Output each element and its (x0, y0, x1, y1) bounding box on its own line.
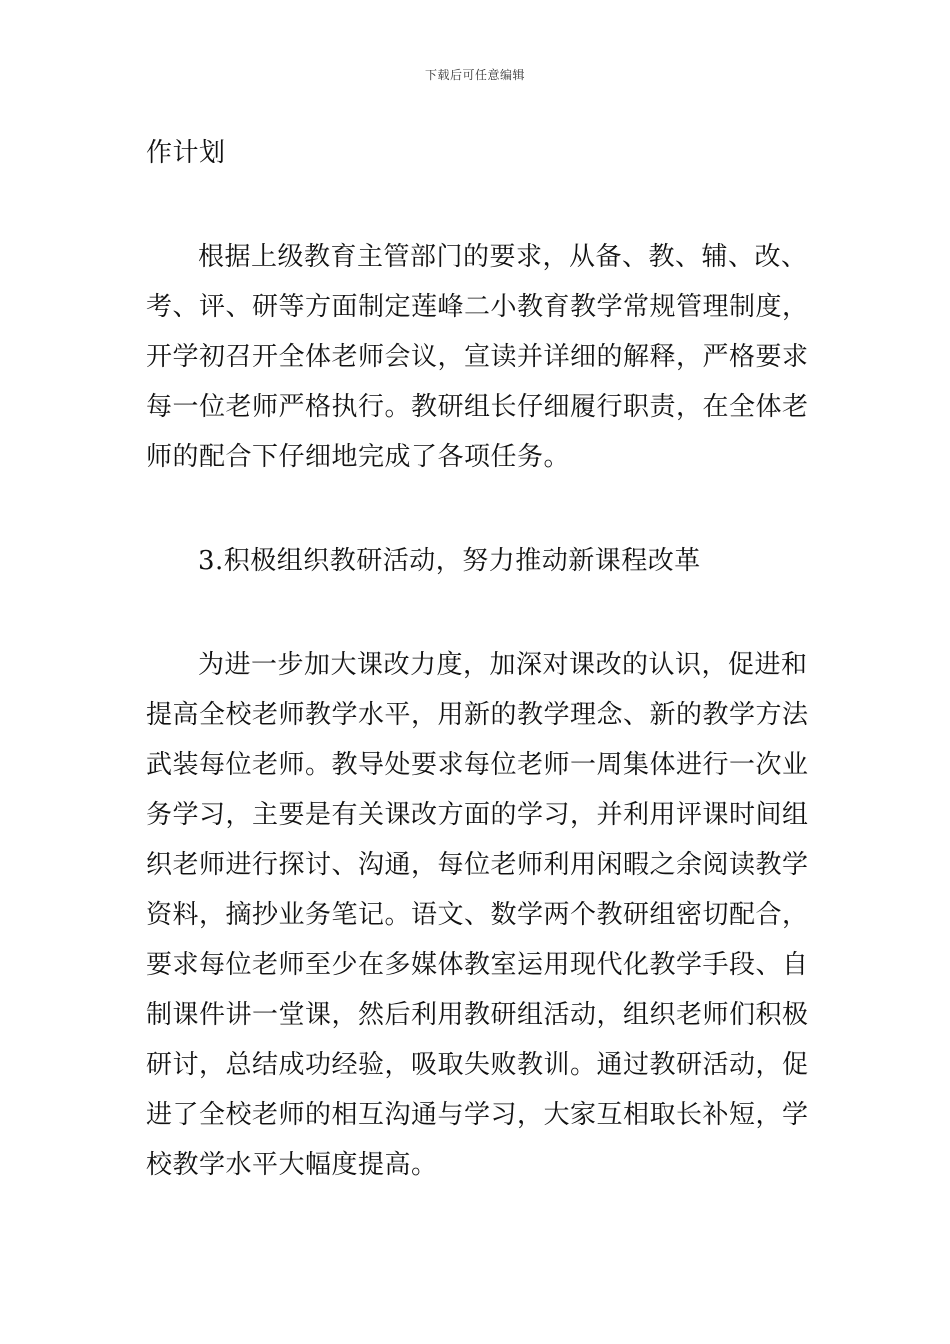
text-line: 为进一步加大课改力度，加深对课改的认识，促进和 (198, 650, 808, 680)
text-line: 提高全校老师教学水平，用新的教学理念、新的教学方法 (146, 700, 809, 730)
text-line: 资料，摘抄业务笔记。语文、数学两个教研组密切配合， (146, 900, 809, 930)
text-line: 开学初召开全体老师会议，宣读并详细的解释，严格要求 (146, 342, 809, 372)
text-line: 要求每位老师至少在多媒体教室运用现代化教学手段、自 (146, 950, 809, 980)
text-line: 武装每位老师。教导处要求每位老师一周集体进行一次业 (146, 750, 809, 780)
text-line: 制课件讲一堂课，然后利用教研组活动，组织老师们积极 (146, 1000, 809, 1030)
paragraph-regulations (146, 232, 808, 482)
text-line-heading-fragment: 作计划 (146, 138, 226, 168)
section-heading: 3.积极组织教研活动，努力推动新课程改革 (198, 546, 701, 576)
paragraph-gap (146, 586, 808, 640)
text-line: 进了全校老师的相互沟通与学习，大家互相取长补短，学 (146, 1100, 809, 1130)
document-body (146, 128, 808, 1190)
text-line: 每一位老师严格执行。教研组长仔细履行职责，在全体老 (146, 392, 809, 422)
text-line: 考、评、研等方面制定莲峰二小教育教学常规管理制度， (146, 292, 809, 322)
text-line: 研讨，总结成功经验，吸取失败教训。通过教研活动，促 (146, 1050, 809, 1080)
text-line: 师的配合下仔细地完成了各项任务。 (146, 442, 571, 472)
paragraph-gap (146, 482, 808, 536)
text-line: 根据上级教育主管部门的要求，从备、教、辅、改、 (198, 242, 808, 272)
paragraph-gap (146, 178, 808, 232)
text-line: 务学习，主要是有关课改方面的学习，并利用评课时间组 (146, 800, 809, 830)
text-line: 织老师进行探讨、沟通，每位老师利用闲暇之余阅读教学 (146, 850, 809, 880)
page-header-note: 下载后可任意编辑 (424, 68, 525, 82)
text-line: 校教学水平大幅度提高。 (146, 1150, 438, 1180)
paragraph-curriculum-reform (146, 640, 808, 1190)
